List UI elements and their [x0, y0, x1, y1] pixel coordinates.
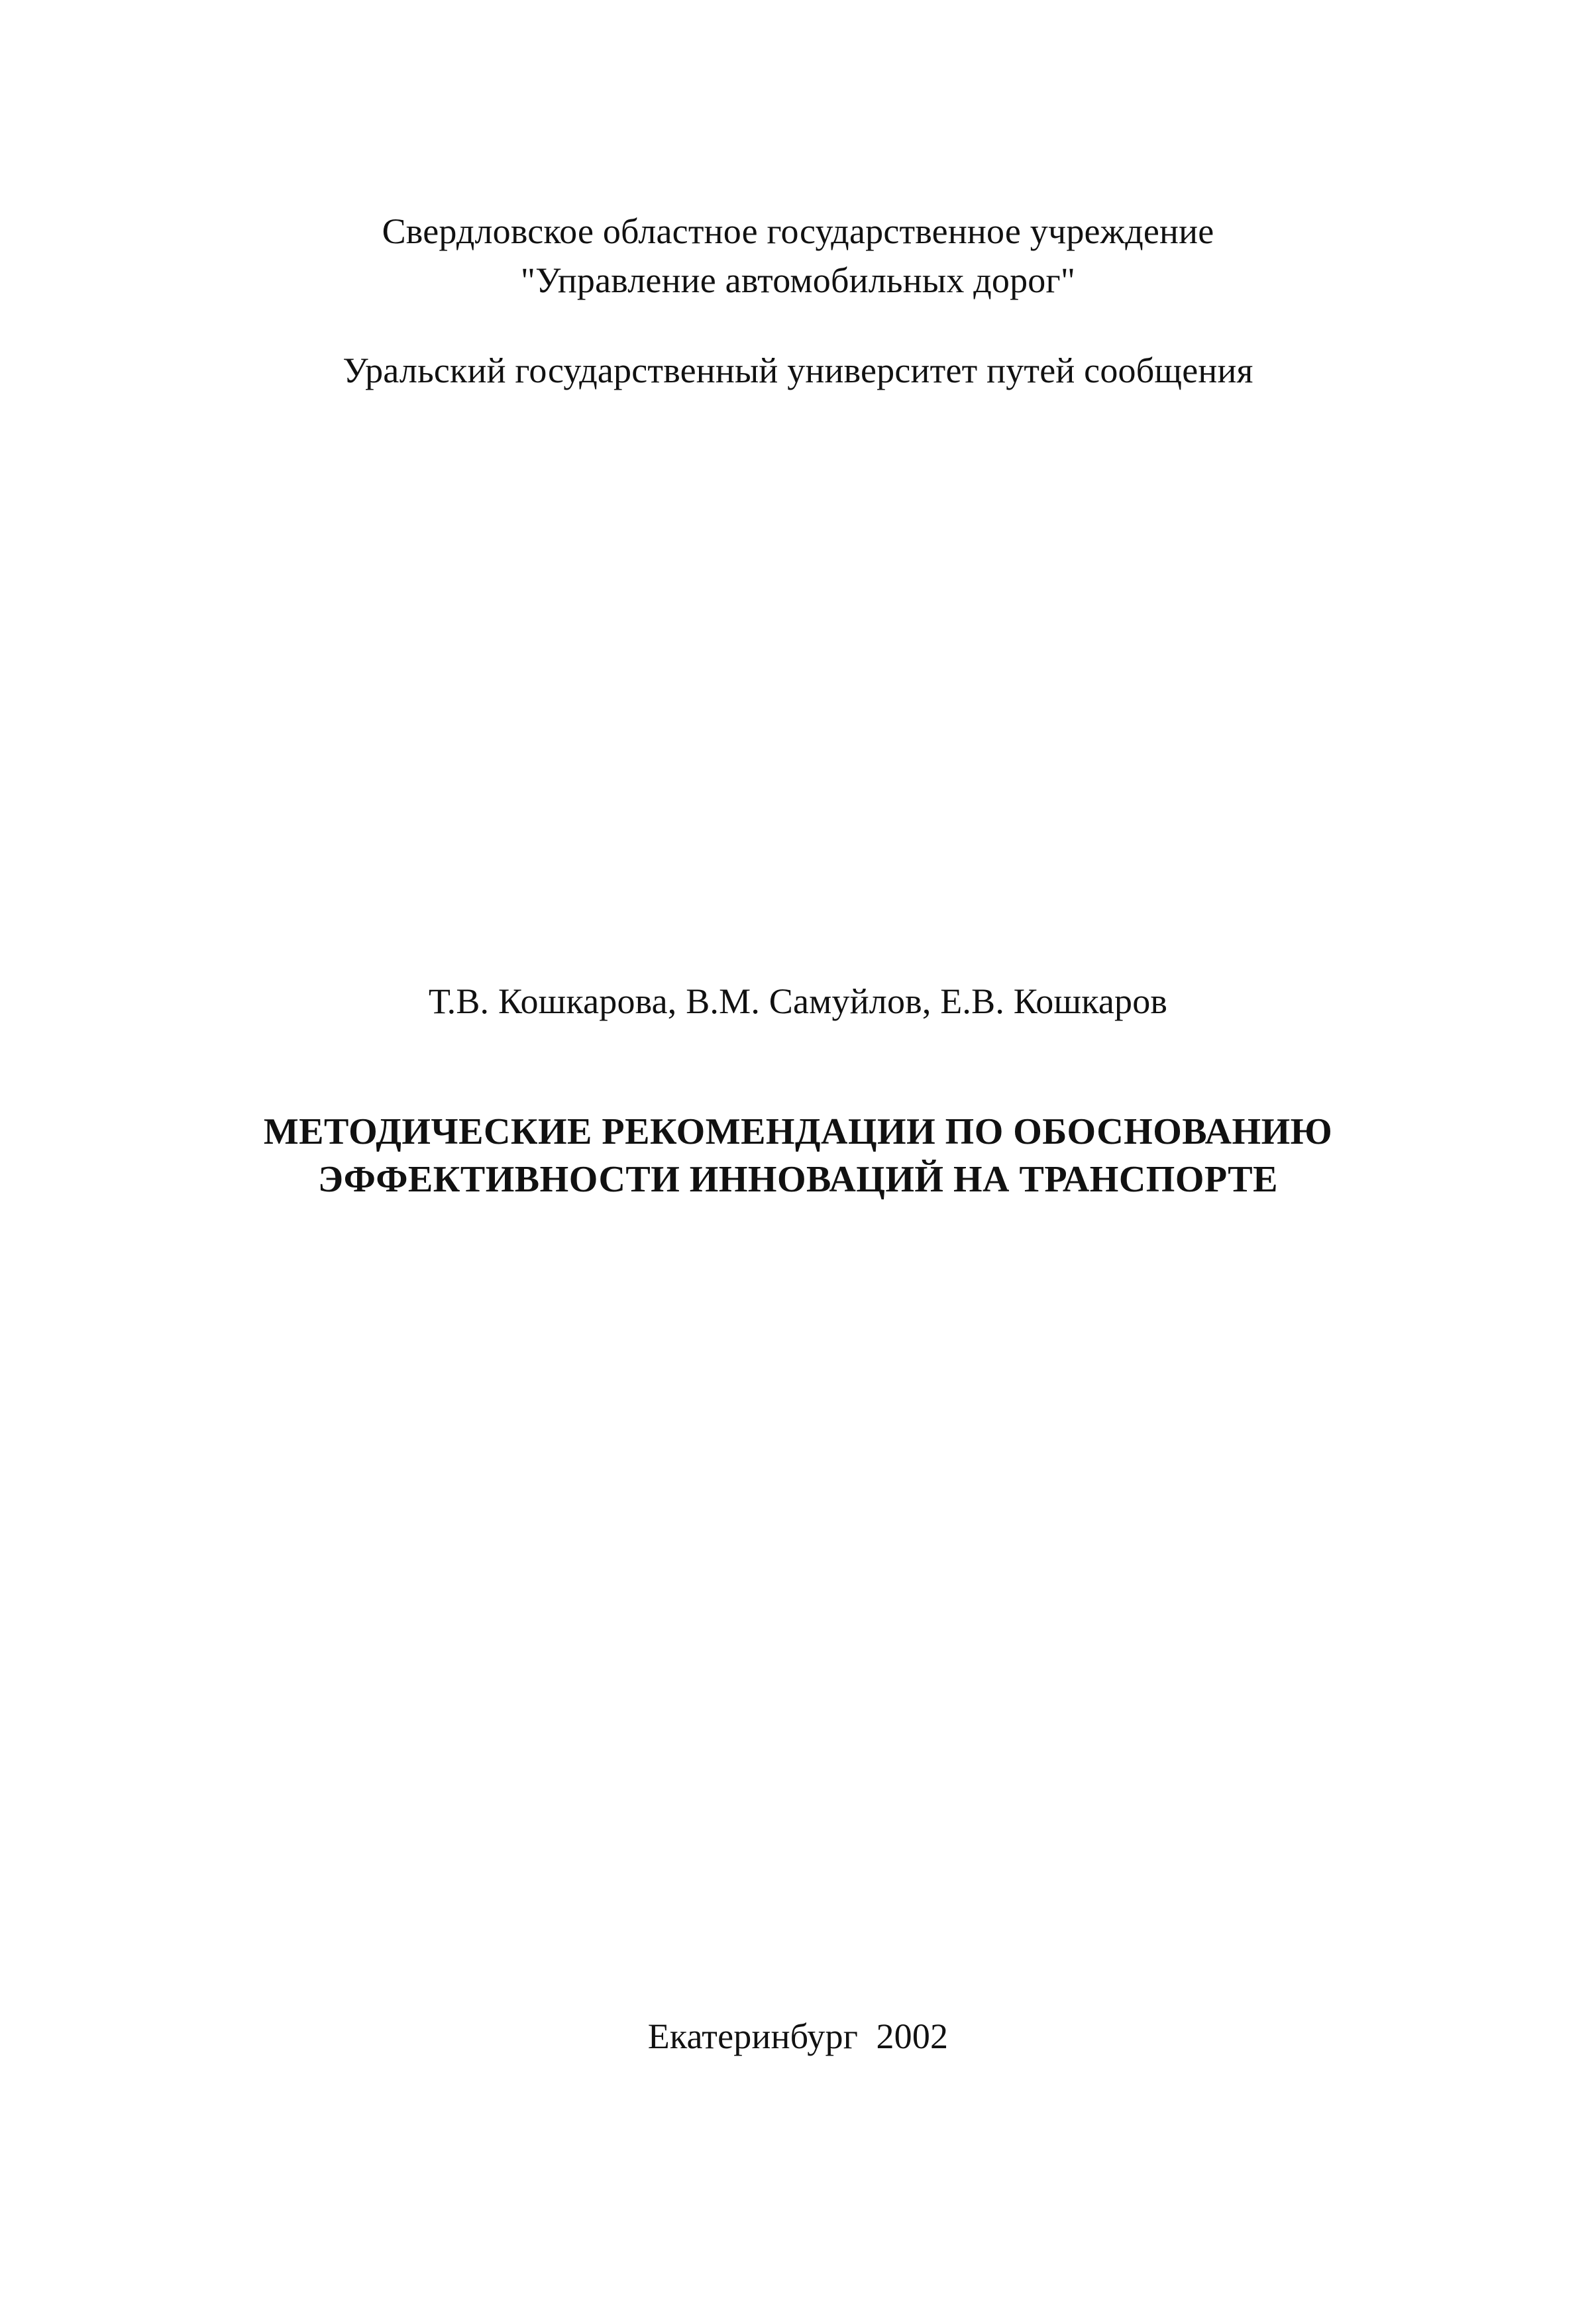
publication-place-year [0, 2018, 1596, 2054]
authors: Т.В. Кошкарова, В.М. Самуйлов, Е.В. Кошкаров [428, 981, 1168, 1021]
document-title-line-2: ЭФФЕКТИВНОСТИ ИННОВАЦИЙ НА ТРАНСПОРТЕ [317, 1159, 1279, 1200]
spacer [858, 2016, 876, 2056]
university-name: Уральский государственный университет путей сообщения [343, 351, 1253, 390]
organization-name-line-2: "Управление автомобильных дорог" [520, 260, 1076, 300]
publication-city: Екатеринбург [647, 2016, 859, 2056]
organization-name-line-1: Свердловское областное государственное учреждение [382, 211, 1214, 251]
document-title-line-1: МЕТОДИЧЕСКИЕ РЕКОМЕНДАЦИИ ПО ОБОСНОВАНИЮ [263, 1111, 1333, 1152]
publication-year: 2002 [876, 2016, 949, 2056]
